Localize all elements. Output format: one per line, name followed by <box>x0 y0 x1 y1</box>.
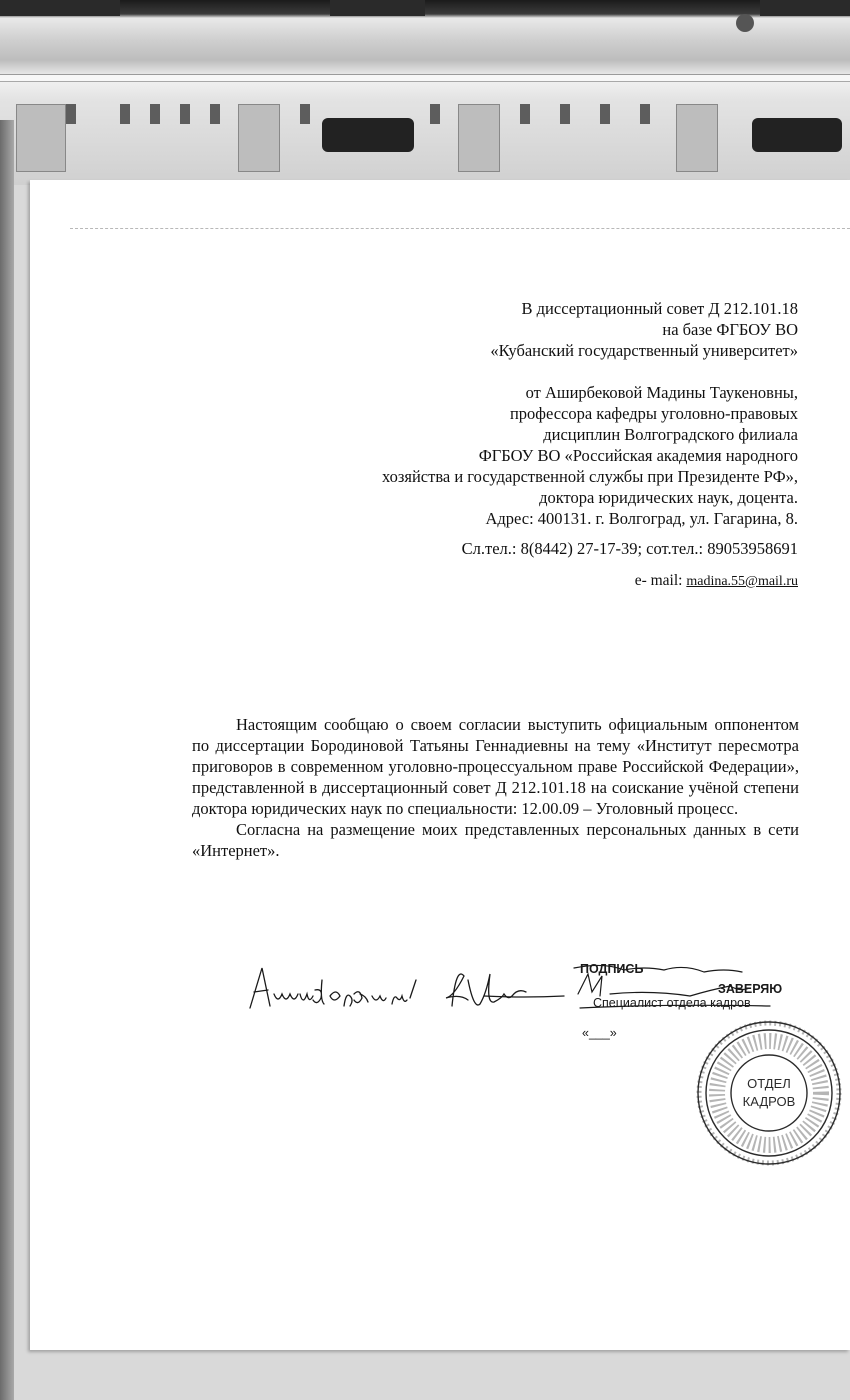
sender-address: Адрес: 400131. г. Волгоград, ул. Гагарина, 8. <box>485 509 798 528</box>
scanner-tab <box>640 104 650 124</box>
recipient-line: на базе ФГБОУ ВО <box>662 320 798 339</box>
scanner-knob <box>736 14 754 32</box>
addressee-block <box>382 298 798 592</box>
sender-line: доктора юридических наук, доцента. <box>539 488 798 507</box>
scanner-dark-strip <box>330 0 425 16</box>
scanner-block <box>676 104 718 172</box>
scanner-tab <box>210 104 220 124</box>
scanner-tab <box>560 104 570 124</box>
scanner-tab <box>120 104 130 124</box>
date-blank: «___» <box>582 1026 617 1040</box>
email-label: е- mail: <box>634 572 687 589</box>
scanner-lid <box>0 0 850 185</box>
scanner-tab <box>430 104 440 124</box>
sender-line: профессора кафедры уголовно-правовых <box>509 404 798 423</box>
body-paragraph: Согласна на размещение моих представленных персональных данных в сети «Интернет». <box>192 820 799 860</box>
scanner-tab <box>520 104 530 124</box>
seal-center-line1: ОТДЕЛ <box>747 1076 791 1091</box>
sender-line: хозяйства и государственной службы при Президенте РФ», <box>381 467 798 486</box>
letter-body <box>192 714 799 861</box>
email-link[interactable]: madina.55@mail.ru <box>686 574 798 589</box>
scanner-block <box>16 104 66 172</box>
sender-line: дисциплин Волгоградского филиала <box>543 425 798 444</box>
department-seal <box>694 1018 844 1168</box>
scanner-block <box>458 104 500 172</box>
scanner-left-edge <box>0 120 14 1400</box>
seal-center-line2: КАДРОВ <box>742 1094 796 1109</box>
sender-phones: Сл.тел.: 8(8442) 27-17-39; сот.тел.: 89053958691 <box>461 539 798 558</box>
scanner-tab <box>600 104 610 124</box>
signature-area <box>30 940 850 1240</box>
document-page <box>30 180 850 1350</box>
scanner-dark-strip <box>0 0 120 16</box>
scanner-tab <box>150 104 160 124</box>
handwritten-signature <box>240 950 570 1030</box>
scanner-tab <box>180 104 190 124</box>
recipient-line: «Кубанский государственный университет» <box>490 341 798 360</box>
body-paragraph: Настоящим сообщаю о своем согласии выступить официальным оппонентом по диссертации Бородиновой Татьяны Геннадиевны на тему «Институт пересмотра приговоров в современном уголовно-процессуальном праве Российской Федерации», представленной в диссертационный совет Д 212.101.18 на соискание учёной степени доктора юридических наук по специальности: 12.00.09 – Уголовный процесс. <box>192 715 799 818</box>
scanner-roller <box>322 118 414 152</box>
zaveryayu-label: ЗАВЕРЯЮ <box>718 982 783 996</box>
sender-email-line <box>382 570 798 592</box>
scanner-dark-strip <box>760 0 850 16</box>
specialist-label: Специалист отдела кадров <box>593 996 751 1010</box>
scanner-block <box>238 104 280 172</box>
sender-line: от Аширбековой Мадины Таукеновны, <box>525 383 798 402</box>
scanner-tab <box>66 104 76 124</box>
podpis-label: ПОДПИСЬ <box>580 962 644 976</box>
top-rule <box>70 228 850 229</box>
recipient-line: В диссертационный совет Д 212.101.18 <box>521 299 798 318</box>
scanner-rail <box>0 74 850 82</box>
scanner-roller <box>752 118 842 152</box>
sender-line: ФГБОУ ВО «Российская академия народного <box>478 446 798 465</box>
scanner-tab <box>300 104 310 124</box>
